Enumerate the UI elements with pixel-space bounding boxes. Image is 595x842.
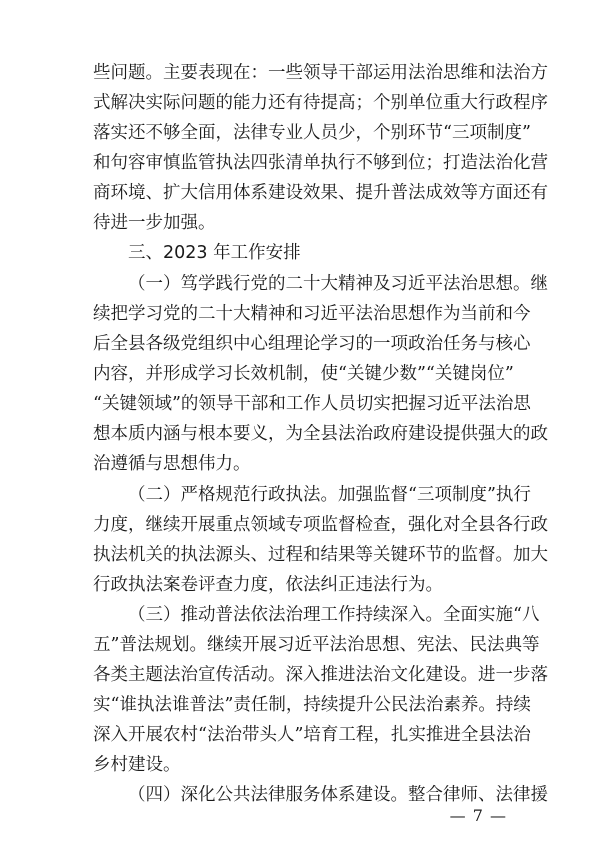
paragraph-item-4 [93, 780, 548, 810]
text-line: 商环境、扩大信用体系建设效果、提升普法成效等方面还有 [93, 183, 548, 203]
text-line: 内容，并形成学习长效机制，使“关键少数”“关键岗位” [93, 364, 514, 384]
item-text: 继 [530, 274, 548, 294]
item-text: 全面实施“八 [443, 605, 540, 625]
paragraph-item-3 [93, 600, 548, 780]
text-line: 力度，继续开展重点领域专项监督检查，强化对全县各行政 [93, 515, 548, 535]
text-line: 行政执法案卷评查力度，依法纠正违法行为。 [93, 575, 443, 595]
item-title: （四）深化公共法律服务体系建设。 [128, 785, 408, 805]
item-text: 整合律师、法律援 [408, 785, 548, 805]
text-line: 式解决实际问题的能力还有待提高；个别单位重大行政程序 [93, 93, 548, 113]
paragraph-item-2 [93, 480, 548, 600]
item-first-line [93, 269, 548, 299]
page-number: — 7 — [449, 806, 507, 825]
text-line: 乡村建设。 [93, 755, 181, 775]
item-text: 加强监督“三项制度”执行 [338, 485, 531, 505]
text-line: 和句容审慎监管执法四张清单执行不够到位；打造法治化营 [93, 153, 548, 173]
text-line: “关键领域”的领导干部和工作人员切实把握习近平法治思 [93, 394, 531, 414]
item-first-line [93, 600, 540, 630]
section-heading-text: 三、2023 年工作安排 [128, 243, 301, 263]
item-title: （二）严格规范行政执法。 [128, 485, 338, 505]
section-heading [93, 238, 503, 268]
item-first-line [93, 780, 548, 810]
text-line: 五”普法规划。继续开展习近平法治思想、宪法、民法典等 [93, 635, 540, 655]
text-line: 后全县各级党组织中心组理论学习的一项政治任务与核心 [93, 334, 531, 354]
text-line: 待进一步加强。 [93, 213, 216, 233]
text-line: 续把学习党的二十大精神和习近平法治思想作为当前和今 [93, 304, 531, 324]
text-line: 治遵循与思想伟力。 [93, 454, 251, 474]
text-line: 落实还不够全面，法律专业人员少，个别环节“三项制度” [93, 123, 531, 143]
text-line: 深入开展农村“法治带头人”培育工程，扎实推进全县法治 [93, 725, 531, 745]
item-title: （一）笃学践行党的二十大精神及习近平法治思想。 [128, 274, 531, 294]
item-title: （三）推动普法依法治理工作持续深入。 [128, 605, 443, 625]
paragraph-item-1 [93, 269, 548, 479]
text-line: 执法机关的执法源头、过程和结果等关键环节的监督。加大 [93, 545, 548, 565]
item-first-line [93, 480, 531, 510]
text-line: 想本质内涵与根本要义，为全县法治政府建设提供强大的政 [93, 424, 548, 444]
text-line: 各类主题法治宣传活动。深入推进法治文化建设。进一步落 [93, 665, 548, 685]
text-line: 实“谁执法谁普法”责任制，持续提升公民法治素养。持续 [93, 695, 531, 715]
paragraph-issues [93, 58, 548, 238]
text-line: 些问题。主要表现在：一些领导干部运用法治思维和法治方 [93, 63, 548, 83]
